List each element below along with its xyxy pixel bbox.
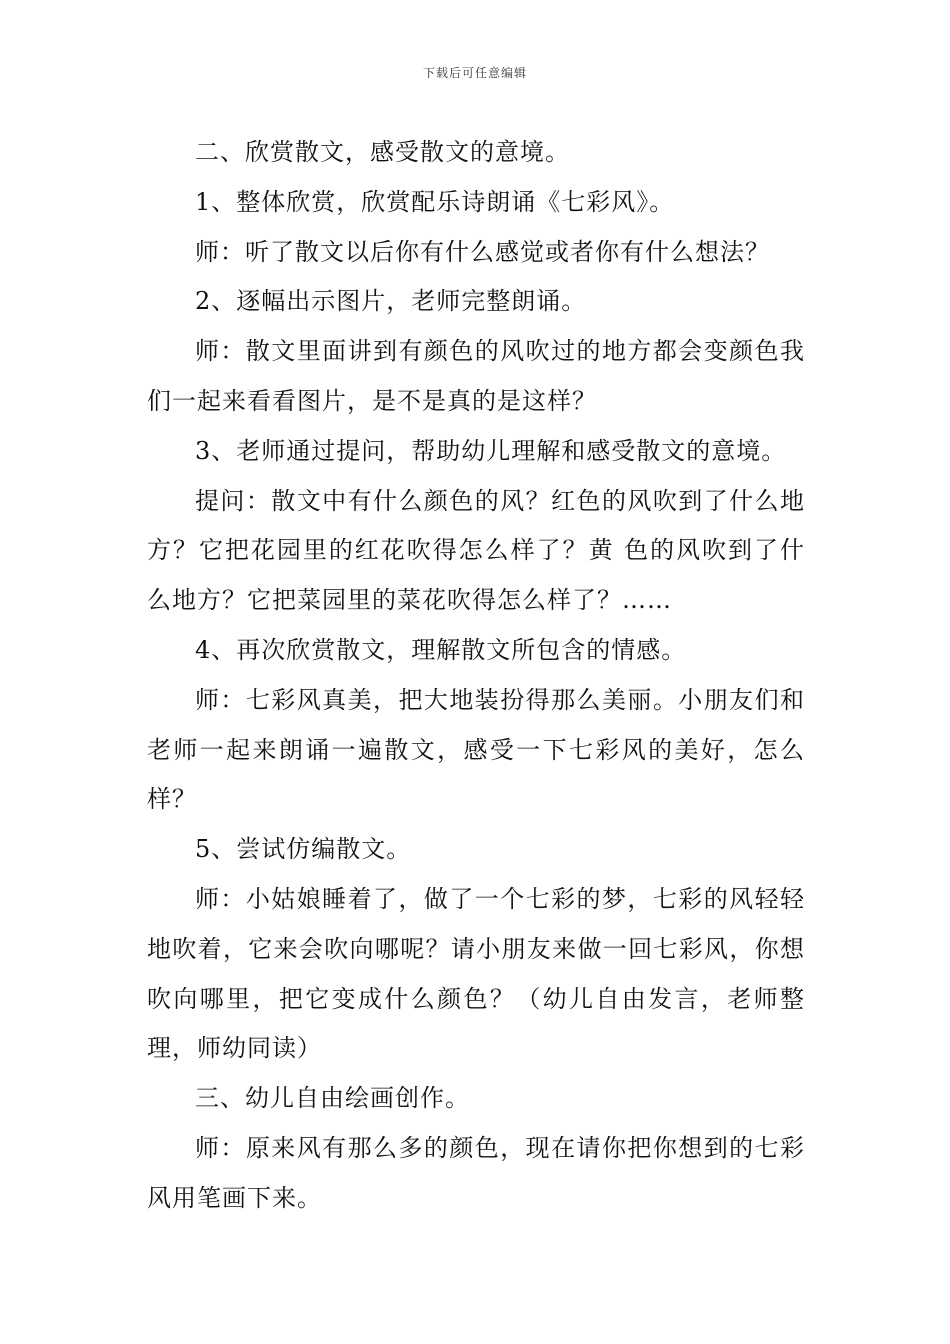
step-4: 4、再次欣赏散文，理解散文所包含的情感。	[195, 635, 687, 664]
step-5: 5、尝试仿编散文。	[195, 835, 412, 864]
step-2: 2、逐幅出示图片，老师完整朗诵。	[195, 287, 587, 316]
page-header: 下载后可任意编辑	[422, 66, 527, 80]
step-1: 1、整体欣赏，欣赏配乐诗朗诵《七彩风》。	[195, 187, 675, 216]
teacher-statement-4: 师：七彩风真美，把大地装扮得那么美丽。小朋友们和老师一起来朗诵一遍散文，感受一下七彩风的美好，怎么样？	[147, 685, 805, 814]
questions-3: 提问：散文中有什么颜色的风？红色的风吹到了什么地方？它把花园里的红花吹得怎么样了？黄 色的风吹到了什么地方？它把菜园里的菜花吹得怎么样了？……	[147, 486, 805, 615]
teacher-statement-2: 师：散文里面讲到有颜色的风吹过的地方都会变颜色我们一起来看看图片，是不是真的是这样？	[147, 337, 805, 415]
document-body	[147, 128, 805, 1224]
teacher-statement-drawing: 师：原来风有那么多的颜色，现在请你把你想到的七彩风用笔画下来。	[147, 1133, 805, 1212]
teacher-question-1: 师：听了散文以后你有什么感觉或者你有什么想法？	[195, 237, 770, 266]
section-heading-drawing: 三、幼儿自由绘画创作。	[195, 1084, 470, 1113]
teacher-statement-5: 师：小姑娘睡着了，做了一个七彩的梦，七彩的风轻轻地吹着，它来会吹向哪呢？请小朋友来做一回七彩风，你想吹向哪里，把它变成什么颜色？（幼儿自由发言，老师整理，师幼同读）	[147, 884, 805, 1063]
step-3: 3、老师通过提问，帮助幼儿理解和感受散文的意境。	[195, 436, 787, 465]
section-heading-appreciate: 二、欣赏散文，感受散文的意境。	[195, 138, 570, 166]
